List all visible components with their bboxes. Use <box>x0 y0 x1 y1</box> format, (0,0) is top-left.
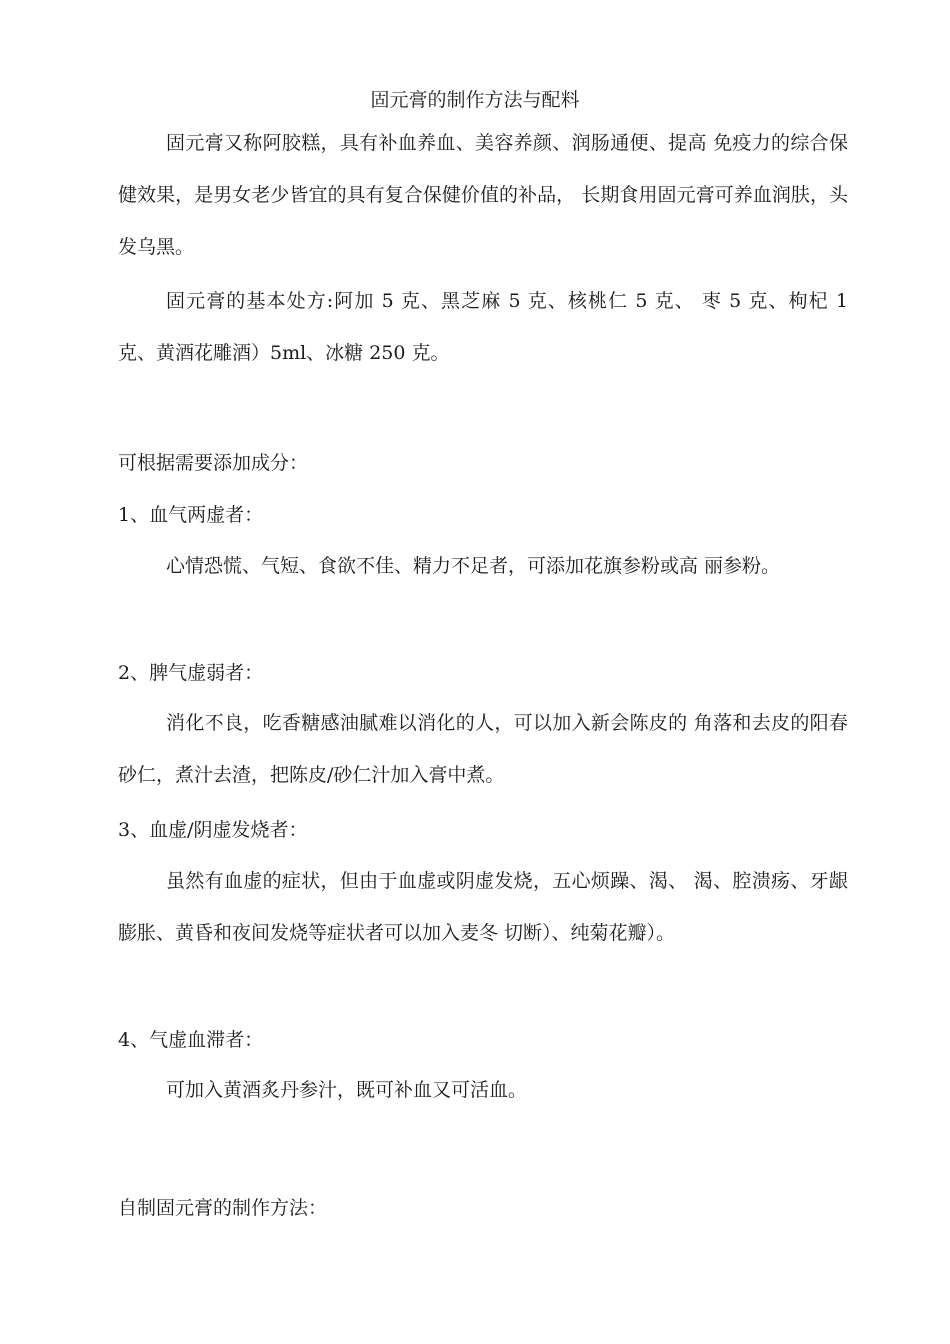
item-2-heading: 2、脾气虚弱者： <box>118 662 264 684</box>
item-4-heading: 4、气虚血滞者： <box>118 1029 264 1051</box>
item-1-body: 心情恐慌、气短、食欲不佳、精力不足者，可添加花旗参粉或高 丽参粉。 <box>166 555 781 577</box>
item-3-body: 虽然有血虚的症状，但由于血虚或阴虚发烧，五心烦躁、渴、 渴、腔溃疡、牙龈膨胀、黄昏和夜间发烧等症状者可以加入麦冬 切断）、纯菊花瓣）。 <box>118 870 848 944</box>
document-title: 固元膏的制作方法与配料 <box>370 89 580 111</box>
item-2-body: 消化不良，吃香糖感油腻难以消化的人，可以加入新会陈皮的 角落和去皮的阳春砂仁，煮汁去渣，把陈皮/砂仁汁加入膏中煮。 <box>118 712 848 786</box>
intro-paragraph: 固元膏又称阿胶糕，具有补血养血、美容养颜、润肠通便、提高 免疫力的综合保健效果，是男女老少皆宜的具有复合保健价值的补品， 长期食用固元膏可养血润肤，头发乌黑。 <box>118 132 848 258</box>
item-3-heading: 3、血虚/阴虚发烧者： <box>118 819 308 841</box>
additions-heading: 可根据需要添加成分： <box>118 452 309 474</box>
method-heading: 自制固元膏的制作方法： <box>118 1197 328 1219</box>
item-1-heading: 1、血气两虚者： <box>118 504 264 526</box>
basic-formula-paragraph: 固元膏的基本处方:阿加 5 克、黑芝麻 5 克、核桃仁 5 克、 枣 5 克、枸杞 1 克、黄酒花雕酒）5ml、冰糖 250 克。 <box>118 290 848 364</box>
item-4-body: 可加入黄酒炙丹参汁，既可补血又可活血。 <box>166 1079 528 1101</box>
